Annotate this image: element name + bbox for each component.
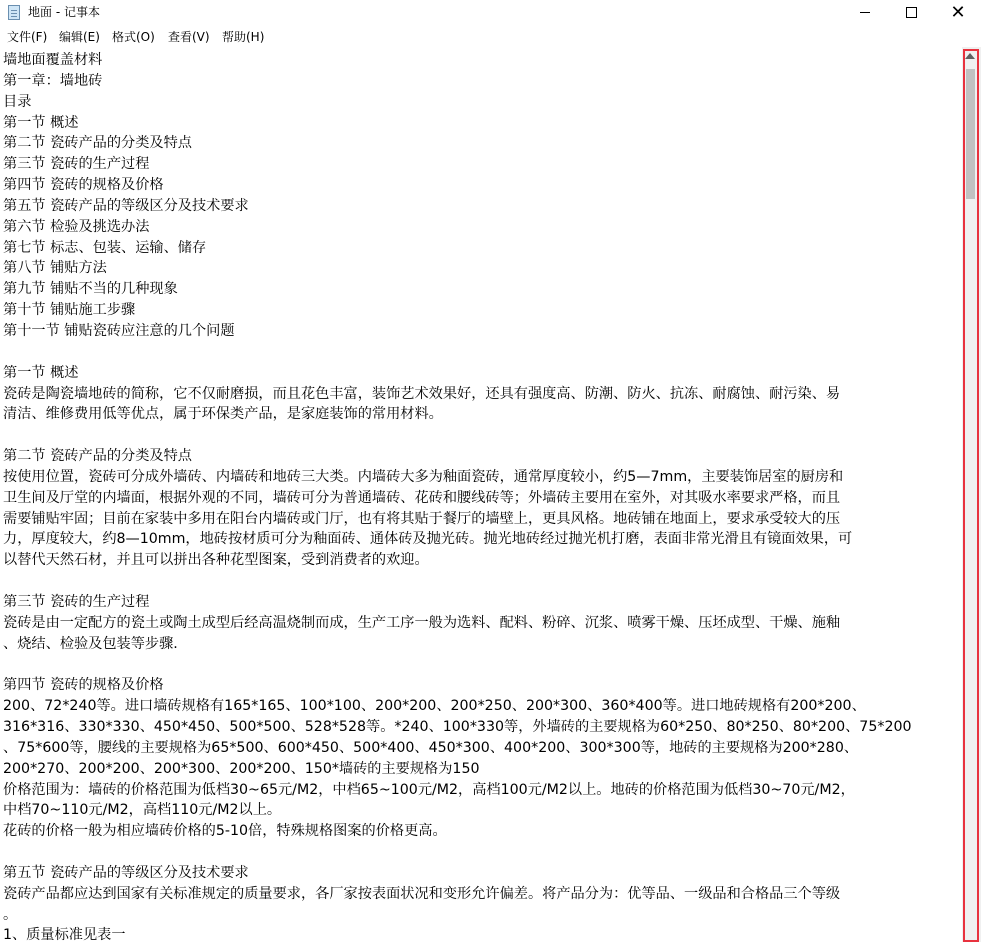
text-line: 、烧结、检验及包装等步骤. [3,635,178,652]
text-line: 按使用位置，瓷砖可分成外墙砖、内墙砖和地砖三大类。内墙砖大多为釉面瓷砖，通常厚度较小，约5—7mm，主要装饰居室的厨房和 [3,468,844,485]
text-line: 以替代天然石材，并且可以拼出各种花型图案，受到消费者的欢迎。 [3,552,429,569]
maximize-icon [906,7,917,18]
text-line: 价格范围为：墙砖的价格范围为低档30~65元/M2，中档65~100元/M2，高档100元/M2以上。地砖的价格范围为低档30~70元/M2， [3,781,855,798]
maximize-button[interactable] [888,0,934,25]
text-line: 第十一节 铺贴瓷砖应注意的几个问题 [3,322,235,339]
text-line [3,571,961,592]
text-line: 第一节 概述 [3,364,79,381]
menu-view[interactable]: 查看(V) [168,30,210,44]
text-line: 瓷砖是由一定配方的瓷土或陶土成型后经高温烧制而成，生产工序一般为选料、配料、粉碎、沉浆、喷雾干燥、压坯成型、干燥、施釉 [3,614,841,631]
text-line: 第七节 标志、包装、运输、储存 [3,239,207,256]
menu-help[interactable]: 帮助(H) [222,30,265,44]
text-line: 中档70~110元/M2，高档110元/M2以上。 [3,802,282,819]
text-line: 目录 [3,93,32,110]
text-line: 清洁、维修费用低等优点，属于环保类产品，是家庭装饰的常用材料。 [3,406,443,423]
text-line: 第四节 瓷砖的规格及价格 [3,177,164,194]
text-line: 需要铺贴牢固；目前在家装中多用在阳台内墙砖或门厅，也有将其贴于餐厅的墙壁上，更具风格。地砖铺在地面上，要求承受较大的压 [3,510,841,527]
text-line: 第八节 铺贴方法 [3,260,107,277]
text-line: 200、72*240等。进口墙砖规格有165*165、100*100、200*200、200*250、200*300、360*400等。进口地砖规格有200*200、 [3,698,866,715]
text-line: 第五节 瓷砖产品的等级区分及技术要求 [3,864,249,881]
menu-edit[interactable]: 编辑(E) [59,30,100,44]
text-line [3,342,961,363]
text-line: 。 [3,906,18,923]
text-line: 200*270、200*200、200*300、200*200、150*墙砖的主要规格为150 [3,760,480,777]
text-line: 瓷砖产品都应达到国家有关标准规定的质量要求，各厂家按表面状况和变形允许偏差。将产品分为：优等品、一级品和合格品三个等级 [3,885,841,902]
text-line: 墙地面覆盖材料 [3,52,103,68]
text-line: 第三节 瓷砖的生产过程 [3,156,150,173]
notepad-icon [8,5,20,20]
minimize-icon [860,12,870,13]
menu-bar [0,27,981,47]
text-line: 第四节 瓷砖的规格及价格 [3,677,164,694]
vertical-scrollbar[interactable] [962,47,981,942]
text-line: 、75*600等，腰线的主要规格为65*500、600*450、500*400、450*300、400*200、300*300等，地砖的主要规格为200*280、 [3,739,859,756]
text-line [3,654,961,675]
text-line: 第五节 瓷砖产品的等级区分及技术要求 [3,197,249,214]
text-line: 第一章：墙地砖 [3,72,103,89]
window-title: 地面 - 记事本 [28,5,100,19]
minimize-button[interactable] [842,0,888,25]
text-line: 第一节 概述 [3,114,79,131]
text-line [3,425,961,446]
text-line: 卫生间及厅堂的内墙面，根据外观的不同，墙砖可分为普通墙砖、花砖和腰线砖等；外墙砖主要用在室外，对其吸水率要求严格，而且 [3,489,841,506]
text-line: 第九节 铺贴不当的几种现象 [3,281,178,298]
menu-file[interactable]: 文件(F) [7,30,48,44]
text-line: 1、质量标准见表一 [3,927,126,942]
text-line: 瓷砖是陶瓷墙地砖的简称，它不仅耐磨损，而且花色丰富，装饰艺术效果好，还具有强度高、防潮、防火、抗冻、耐腐蚀、耐污染、易 [3,385,841,402]
text-editor[interactable] [3,50,961,942]
text-line: 第十节 铺贴施工步骤 [3,302,136,319]
text-line [3,842,961,863]
close-icon: ✕ [950,2,966,23]
menu-format[interactable]: 格式(O) [112,30,155,44]
title-bar [0,0,981,25]
text-line: 316*316、330*330、450*450、500*500、528*528等。*240、100*330等，外墙砖的主要规格为60*250、80*250、80*200、75*200 [3,719,912,735]
text-line: 花砖的价格一般为相应墙砖价格的5-10倍，特殊规格图案的价格更高。 [3,823,447,840]
text-line: 第六节 检验及挑选办法 [3,218,150,235]
scroll-thumb[interactable] [966,69,975,199]
text-line: 第二节 瓷砖产品的分类及特点 [3,448,192,465]
text-line: 力，厚度较大，约8—10mm，地砖按材质可分为釉面砖、通体砖及抛光砖。抛光地砖经过抛光机打磨，表面非常光滑且有镜面效果，可 [3,531,853,548]
scroll-up-arrow-icon[interactable] [965,53,975,59]
close-button[interactable] [935,0,981,25]
text-line: 第三节 瓷砖的生产过程 [3,593,150,610]
text-line: 第二节 瓷砖产品的分类及特点 [3,135,192,152]
